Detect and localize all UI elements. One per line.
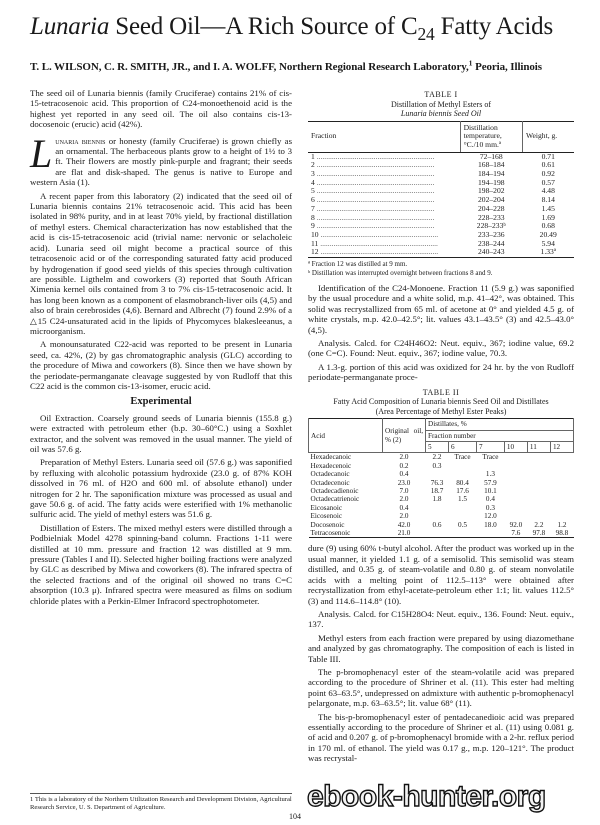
table2-cell-value: 2.2 xyxy=(432,453,442,462)
table2-cell-value xyxy=(550,453,573,462)
table1-note-a: ª Fraction 12 was distilled at 9 mm. xyxy=(308,260,408,269)
table1-cell-weight: 1.69 xyxy=(541,212,555,222)
intro-smallcaps: unaria biennis xyxy=(55,135,106,146)
table2-cell-original: 2.0 xyxy=(399,512,409,521)
table2-cell-value: 97.8 xyxy=(532,529,546,538)
table2-cell-value xyxy=(550,462,573,470)
table2-cell-value xyxy=(449,504,477,512)
table1-cell-temp: 238–244 xyxy=(477,238,505,248)
table2-cell-value xyxy=(504,470,527,478)
table1-row xyxy=(308,231,574,240)
table1-cell-temp: 240–243 xyxy=(477,247,505,257)
analysis-paragraph-1: Analysis. Calcd. for C24H46O2: Neut. equiv., 367; iodine value, 69.2 (one C=C). Found: Neut. equiv., 367; iodine value, 70.3. xyxy=(308,338,574,359)
intro-paragraph xyxy=(30,130,293,188)
table2-header-distillates: Distillates, % xyxy=(426,419,574,430)
table1-cell-temp: 194–198 xyxy=(477,177,505,187)
authors-location: Peoria, Illinois xyxy=(472,61,542,73)
table2-cell-value xyxy=(550,512,573,520)
table1-cell-fraction: 6 ..... xyxy=(308,196,460,205)
abstract: The seed oil of Lunaria biennis (family Cruciferae) contains 21% of cis-15-tetracosenoic acid. This proportion of C24-monoethenoid acid is the highest yet reported in any seed oil. The oil also contains cis-13-docosenoic (erucic) acid (42%). xyxy=(30,88,292,130)
table1-cell-temp: 204–228 xyxy=(477,203,505,213)
table2-cell-value: 0.3 xyxy=(432,461,442,470)
table2-cell-acid: Octadecatrienoic xyxy=(310,495,360,504)
table2-cell-value xyxy=(449,470,477,478)
table2-cell-value xyxy=(550,487,573,495)
table2-fraction-header: 7 xyxy=(476,442,504,453)
table1-row xyxy=(308,205,574,214)
table2-cell-value xyxy=(504,504,527,512)
table1-cell-fraction: 7 ..... xyxy=(308,205,460,214)
table2-cell-value: Trace xyxy=(482,453,499,462)
table2-cell-value xyxy=(550,479,573,487)
table2-row xyxy=(309,521,574,529)
table2-caption-line2: (Area Percentage of Methyl Ester Peaks) xyxy=(375,406,507,416)
table1-cell-fraction: 1 ..... xyxy=(308,152,460,161)
title-text: Seed Oil—A Rich Source of C xyxy=(109,13,418,40)
table2-row xyxy=(309,495,574,503)
table1-note-b: ᵇ Distillation was interrupted overnight between fractions 8 and 9. xyxy=(308,268,493,277)
page-number: 104 xyxy=(289,812,301,821)
authors-footnote-mark: 1 xyxy=(468,58,473,68)
table2-cell-original: 21.0 xyxy=(397,529,411,538)
table1-cell-temp: 198–202 xyxy=(477,186,505,196)
table2-header-fraction-number: Fraction number xyxy=(426,430,574,441)
table1-cell-fraction: 3 ..... xyxy=(308,170,460,179)
table2-cell-value: 1.8 xyxy=(432,495,442,504)
table2-cell-value xyxy=(550,470,573,478)
table2-row xyxy=(309,470,574,478)
table2-cell-acid: Octadecanoic xyxy=(310,470,350,479)
table2-cell-value xyxy=(449,462,477,470)
table2-cell-acid: Octadecenoic xyxy=(310,478,350,487)
table1-cell-weight: 0.61 xyxy=(541,160,555,170)
methyl-esters-gc-paragraph: Methyl esters from each fraction were prepared by using diazomethane and analyzed by gas chromatography. The composition of each is listed in Table III. xyxy=(308,632,574,664)
table2-fraction-header: 11 xyxy=(527,442,550,453)
table2 xyxy=(308,418,574,538)
table2-row xyxy=(309,487,574,495)
bromophenacyl-paragraph: The p-bromophenacyl ester of the steam-volatile acid was prepared according to the procedure of Shriner et al. (11). This ester had melting point 63–63.5°, undepressed on admixture with authentic p-bromophenacyl pelargonate, m.p. 63–63.5°; lit. value 68° (11). xyxy=(308,666,574,709)
table1-cell-weight: 4.48 xyxy=(541,186,555,196)
table1-row xyxy=(308,240,574,249)
table2-cell-value xyxy=(527,512,550,520)
table2-cell-value xyxy=(504,462,527,470)
table1-caption-line2: Lunaria biennis Seed Oil xyxy=(400,109,482,118)
table2-cell-value xyxy=(504,479,527,487)
table2-body xyxy=(309,453,574,538)
table1-cell-weight: 1.33ª xyxy=(540,247,556,257)
table2-cell-value: 0.6 xyxy=(432,520,442,529)
table2-cell-value: 1.5 xyxy=(458,495,467,504)
table2-cell-value xyxy=(527,479,550,487)
table2-cell-value: 0.5 xyxy=(458,520,467,529)
table2-cell-acid: Octadecadienoic xyxy=(310,487,359,496)
table1-row xyxy=(308,152,574,161)
table2-caption xyxy=(308,388,574,417)
table1-cell-temp: 168–184 xyxy=(477,160,505,170)
table2-cell-value xyxy=(527,504,550,512)
article-title xyxy=(30,12,570,42)
title-end: Fatty Acids xyxy=(434,13,553,40)
table1-cell-fraction: 5 ..... xyxy=(308,187,460,196)
table1 xyxy=(308,121,574,259)
table2-cell-acid: Tetracosenoic xyxy=(310,529,351,538)
footnote: 1 This is a laboratory of the Northern Utilization Research and Development Division, Agricultural Research Service, U. S. Department of Agriculture. xyxy=(30,793,292,811)
drop-cap: L xyxy=(30,130,53,176)
table1-cell-fraction: 10 ..... xyxy=(308,231,460,240)
table1-cell-temp: 228–233ᵇ xyxy=(476,221,506,231)
table2-cell-acid: Eicosanoic xyxy=(310,503,343,512)
table1-cell-fraction: 12 ..... xyxy=(308,248,460,257)
table1-caption xyxy=(308,90,574,119)
table2-header-acid: Acid xyxy=(309,419,383,453)
analysis-paragraph-2: Analysis. Calcd. for C15H28O4: Neut. equiv., 136. Found: Neut. equiv., 137. xyxy=(308,608,574,630)
author-line xyxy=(30,58,575,73)
distillation-paragraph: Distillation of Esters. The mixed methyl esters were distilled through a Podbielniak Model 4278 spinning-band column. Fractions 1-11 were distilled at 10 mm. pressure and fraction 12 was distilled at 9 mm. pressure (Tables I and II). Selected higher boiling fractions were analyzed by GLC as described by Miwa and coworkers (8). The infrared spectra of the selected fractions and of the original oil showed no trans C=C absorption (10.3 μ). Infrared spectra were measured as films on sodium chloride plates with a Perkin-Elmer Infracord spectrophotometer. xyxy=(30,522,292,606)
procedure-paragraph: dure (9) using 60% t-butyl alcohol. After the product was worked up in the usual manner, it yielded 1.1 g. of a semisolid. This semisolid was steam distilled, and 0.35 g. of steam-volatile and 0.80 g. of steam nonvolatile acids with a melting point of 112.5–113° were obtained after recrystallization from ethyl-acetate-petroleum ether 1:1; lit. values 112.5° (3) and 114.6–114.8° (10). xyxy=(308,543,574,606)
table2-label: TABLE II xyxy=(422,387,460,397)
table1-cell-fraction: 2 ..... xyxy=(308,161,460,170)
experimental-heading: Experimental xyxy=(130,396,192,408)
table2-cell-value xyxy=(426,512,449,520)
identification-paragraph: Identification of the C24-Monoene. Fraction 11 (5.9 g.) was saponified by the usual procedure and a white solid, m.p. 41–42°, was obtained. This solid was recrystallized from 65 ml. of acetone at 0° and yielded 4.5 g. of white crystals, m.p. 42.0–42.5°; lit. values 43.1–43.5° (3) and 42.5–43.0° (4,5). xyxy=(308,283,574,335)
table2-cell-value xyxy=(527,462,550,470)
table2-cell-value xyxy=(504,487,527,495)
table1-cell-temp: 228–233 xyxy=(477,212,505,222)
table2-cell-original: 2.0 xyxy=(399,495,409,504)
table1-body xyxy=(308,152,574,257)
table2-cell-value xyxy=(449,529,477,538)
table2-cell-value xyxy=(504,453,527,462)
table1-cell-weight: 0.71 xyxy=(541,151,555,161)
table1-cell-fraction: 11 ..... xyxy=(308,240,460,249)
table2-cell-value: 7.6 xyxy=(511,529,521,538)
table2-cell-value: 0.3 xyxy=(485,503,495,512)
table1-row xyxy=(308,161,574,170)
table2-cell-value xyxy=(426,504,449,512)
table2-cell-value: 1.3 xyxy=(485,470,495,479)
table2-row xyxy=(309,529,574,538)
table1-row xyxy=(308,222,574,231)
intro-text: or honesty (family Cruciferae) is grown chiefly as an ornamental. The herbaceous plants grow to a height of 1½ to 3 ft. Their flowers are mostly pink-purple and fragrant; their seeds are flat and disk-shaped. The genus is native to Europe and western Asia (1). xyxy=(30,135,293,188)
table1-cell-weight: 0.68 xyxy=(541,221,555,231)
table2-cell-original: 2.0 xyxy=(399,453,409,462)
table2-cell-value xyxy=(426,470,449,478)
right-column xyxy=(308,90,574,767)
table2-cell-value xyxy=(426,529,449,538)
table2-cell-value: 18.0 xyxy=(484,520,497,529)
table1-cell-weight: 0.57 xyxy=(541,177,555,187)
table1-row xyxy=(308,196,574,205)
table2-cell-value: 17.6 xyxy=(456,487,469,496)
title-italic: Lunaria xyxy=(30,13,110,40)
table2-cell-value: 98.8 xyxy=(555,529,569,538)
table2-fraction-header: 5 xyxy=(426,442,449,453)
table2-cell-value: 57.9 xyxy=(484,478,497,487)
table2-cell-original: 7.0 xyxy=(399,487,409,496)
table2-cell-value xyxy=(504,495,527,503)
watermark: ebook-hunter.org xyxy=(307,780,546,813)
table2-cell-value: 92.0 xyxy=(509,520,523,529)
table2-cell-value xyxy=(550,495,573,503)
table2-row xyxy=(309,453,574,462)
table1-cell-temp: 202–204 xyxy=(477,195,505,205)
table2-cell-value: 18.7 xyxy=(430,487,444,496)
table1-cell-fraction: 9 ..... xyxy=(308,222,460,231)
table1-header-fraction: Fraction xyxy=(308,121,460,152)
table2-cell-acid: Hexadecenoic xyxy=(310,461,352,470)
table2-cell-value xyxy=(550,504,573,512)
table2-cell-value xyxy=(527,487,550,495)
intro-paragraph-2: A recent paper from this laboratory (2) indicated that the seed oil of Lunaria biennis contains 21% tetracosenoic acid. This acid has been isolated in 98% purity, and in at least 70% yield, by fractional distillation of methyl esters. Chemical characterization has now established that the acid is cis-15-tetracosenoic acid (trivial name: nervonic or selacholeic acid). Lunaria seed oil might become a practical source of this tetracosenoic acid or of the corresponding saturated fatty acid produced by hydrogenation if good seed yields of this species through cultivation are possible. Ligthelm and coworkers (3) reported that South African Ximenia kernel oils contained from 3 to 7% cis-15-tetracosenoic acid. It has long been known as a component of elasmobranch-liver oils (4,5) and also of brain cerebrosides (4,6). Bernard and Albrecht (7) found 2.9% of a △15 C24-unsaturated acid in the lipids of Phycomyces blakesleeanus, a microorganism. xyxy=(30,190,292,336)
table2-fraction-header: 12 xyxy=(550,442,573,453)
table2-cell-value: 76.3 xyxy=(430,478,444,487)
table1-cell-fraction: 4 ..... xyxy=(308,179,460,188)
table2-cell-original: 0.2 xyxy=(399,461,409,470)
table2-cell-original: 0.4 xyxy=(399,470,409,479)
table2-cell-original: 0.4 xyxy=(399,503,409,512)
table2-cell-value xyxy=(504,512,527,520)
table2-cell-value: 0.4 xyxy=(485,495,495,504)
table1-cell-weight: 5.94 xyxy=(541,238,555,248)
table1-cell-temp: 72–168 xyxy=(479,151,503,161)
table2-cell-original: 42.0 xyxy=(397,520,411,529)
table1-caption-line1: Distillation of Methyl Esters of xyxy=(391,99,491,109)
table1-label: TABLE I xyxy=(424,90,458,99)
table2-cell-value: 2.2 xyxy=(534,520,544,529)
table1-cell-weight: 8.14 xyxy=(541,195,555,205)
table2-cell-value xyxy=(527,495,550,503)
table1-header-temp: Distillation temperature, °C./10 mm.ª xyxy=(460,121,522,152)
table1-row xyxy=(308,248,574,257)
table2-cell-value: 10.1 xyxy=(484,487,497,496)
table1-cell-temp: 184–194 xyxy=(477,169,505,179)
table2-fraction-header: 10 xyxy=(504,442,527,453)
title-subscript: 24 xyxy=(417,24,435,44)
table2-cell-acid: Docosenoic xyxy=(310,520,345,529)
left-column xyxy=(30,88,292,609)
table1-row xyxy=(308,179,574,188)
table2-caption-line1: Fatty Acid Composition of Lunaria biennis Seed Oil and Distillates xyxy=(333,397,549,407)
authors-text: T. L. WILSON, C. R. SMITH, JR., and I. A. WOLFF, Northern Regional Research Laboratory, xyxy=(30,61,469,73)
table1-row xyxy=(308,187,574,196)
table2-cell-value: Trace xyxy=(454,453,471,462)
table1-cell-weight: 0.92 xyxy=(541,169,555,179)
oxidation-paragraph: A 1.3-g. portion of this acid was oxidized for 24 hr. by the von Rudloff periodate-permanganate proce- xyxy=(308,361,574,383)
table1-row xyxy=(308,214,574,223)
table1-cell-weight: 1.45 xyxy=(541,203,555,213)
table2-cell-value: 80.4 xyxy=(456,478,469,487)
table2-cell-value xyxy=(527,470,550,478)
table2-row xyxy=(309,504,574,512)
table2-cell-acid: Eicosenoic xyxy=(310,512,343,521)
table2-cell-value xyxy=(476,462,504,470)
table2-cell-value xyxy=(527,453,550,462)
intro-paragraph-3: A monounsaturated C22-acid was reported to be present in Lunaria seed, ca. 42%, (2) by gas chromatographic analysis (GLC) according to the procedure of Miwa and coworkers (8). Since then we have shown by the periodate-permanganate cleavage suggested by von Rudloff that this C22 acid is the common cis-13-isomer, erucic acid. xyxy=(30,339,292,391)
table2-cell-value xyxy=(449,512,477,520)
oil-extraction-paragraph: Oil Extraction. Coarsely ground seeds of Lunaria biennis (155.8 g.) were extracted with petroleum ether (b.p. 30–60°C.) using a Soxhlet extractor, and the solvent was removed in the usual manner. The yield of oil was 57.6 g. xyxy=(30,412,292,454)
table2-row xyxy=(309,512,574,520)
table2-header-original: Original oil, % (2) xyxy=(383,419,426,453)
table2-row xyxy=(309,462,574,470)
table1-header-weight: Weight, g. xyxy=(522,121,574,152)
table2-cell-value xyxy=(476,529,504,538)
table1-cell-weight: 20.49 xyxy=(539,229,557,239)
table1-row xyxy=(308,170,574,179)
table2-cell-value: 12.0 xyxy=(484,512,497,521)
table1-cell-fraction: 8 ..... xyxy=(308,214,460,223)
table1-cell-temp: 233–236 xyxy=(477,229,505,239)
bis-bromophenacyl-paragraph: The bis-p-bromophenacyl ester of pentadecanedioic acid was prepared essentially according to the procedure of Shriner et al. (11) using 0.081 g. of acid and 0.207 g. of p-bromophenacyl bromide with a 2-hr. reflux period in 170 ml. of ethanol. The yield was 0.17 g., m.p. 120–121°. The product was recrystal- xyxy=(308,711,574,764)
methyl-esters-paragraph: Preparation of Methyl Esters. Lunaria seed oil (57.6 g.) was saponified by refluxing with alcoholic potassium hydroxide (23.0 g. of 87% KOH dissolved in 76 ml. of H2O and 600 ml. of absolute ethanol) under nitrogen for 2 hr. The saponification mixture was processed as usual and gave 50.6 g. of acid. The fatty acids were esterified with 1% methanolic sulfuric acid. The yield of methyl esters was 51.6 g. xyxy=(30,457,292,520)
table2-cell-value: 1.2 xyxy=(557,520,567,529)
table2-cell-original: 23.0 xyxy=(397,478,411,487)
table2-fraction-header: 6 xyxy=(449,442,477,453)
table2-cell-acid: Hexadecanoic xyxy=(310,453,352,462)
table2-row xyxy=(309,479,574,487)
